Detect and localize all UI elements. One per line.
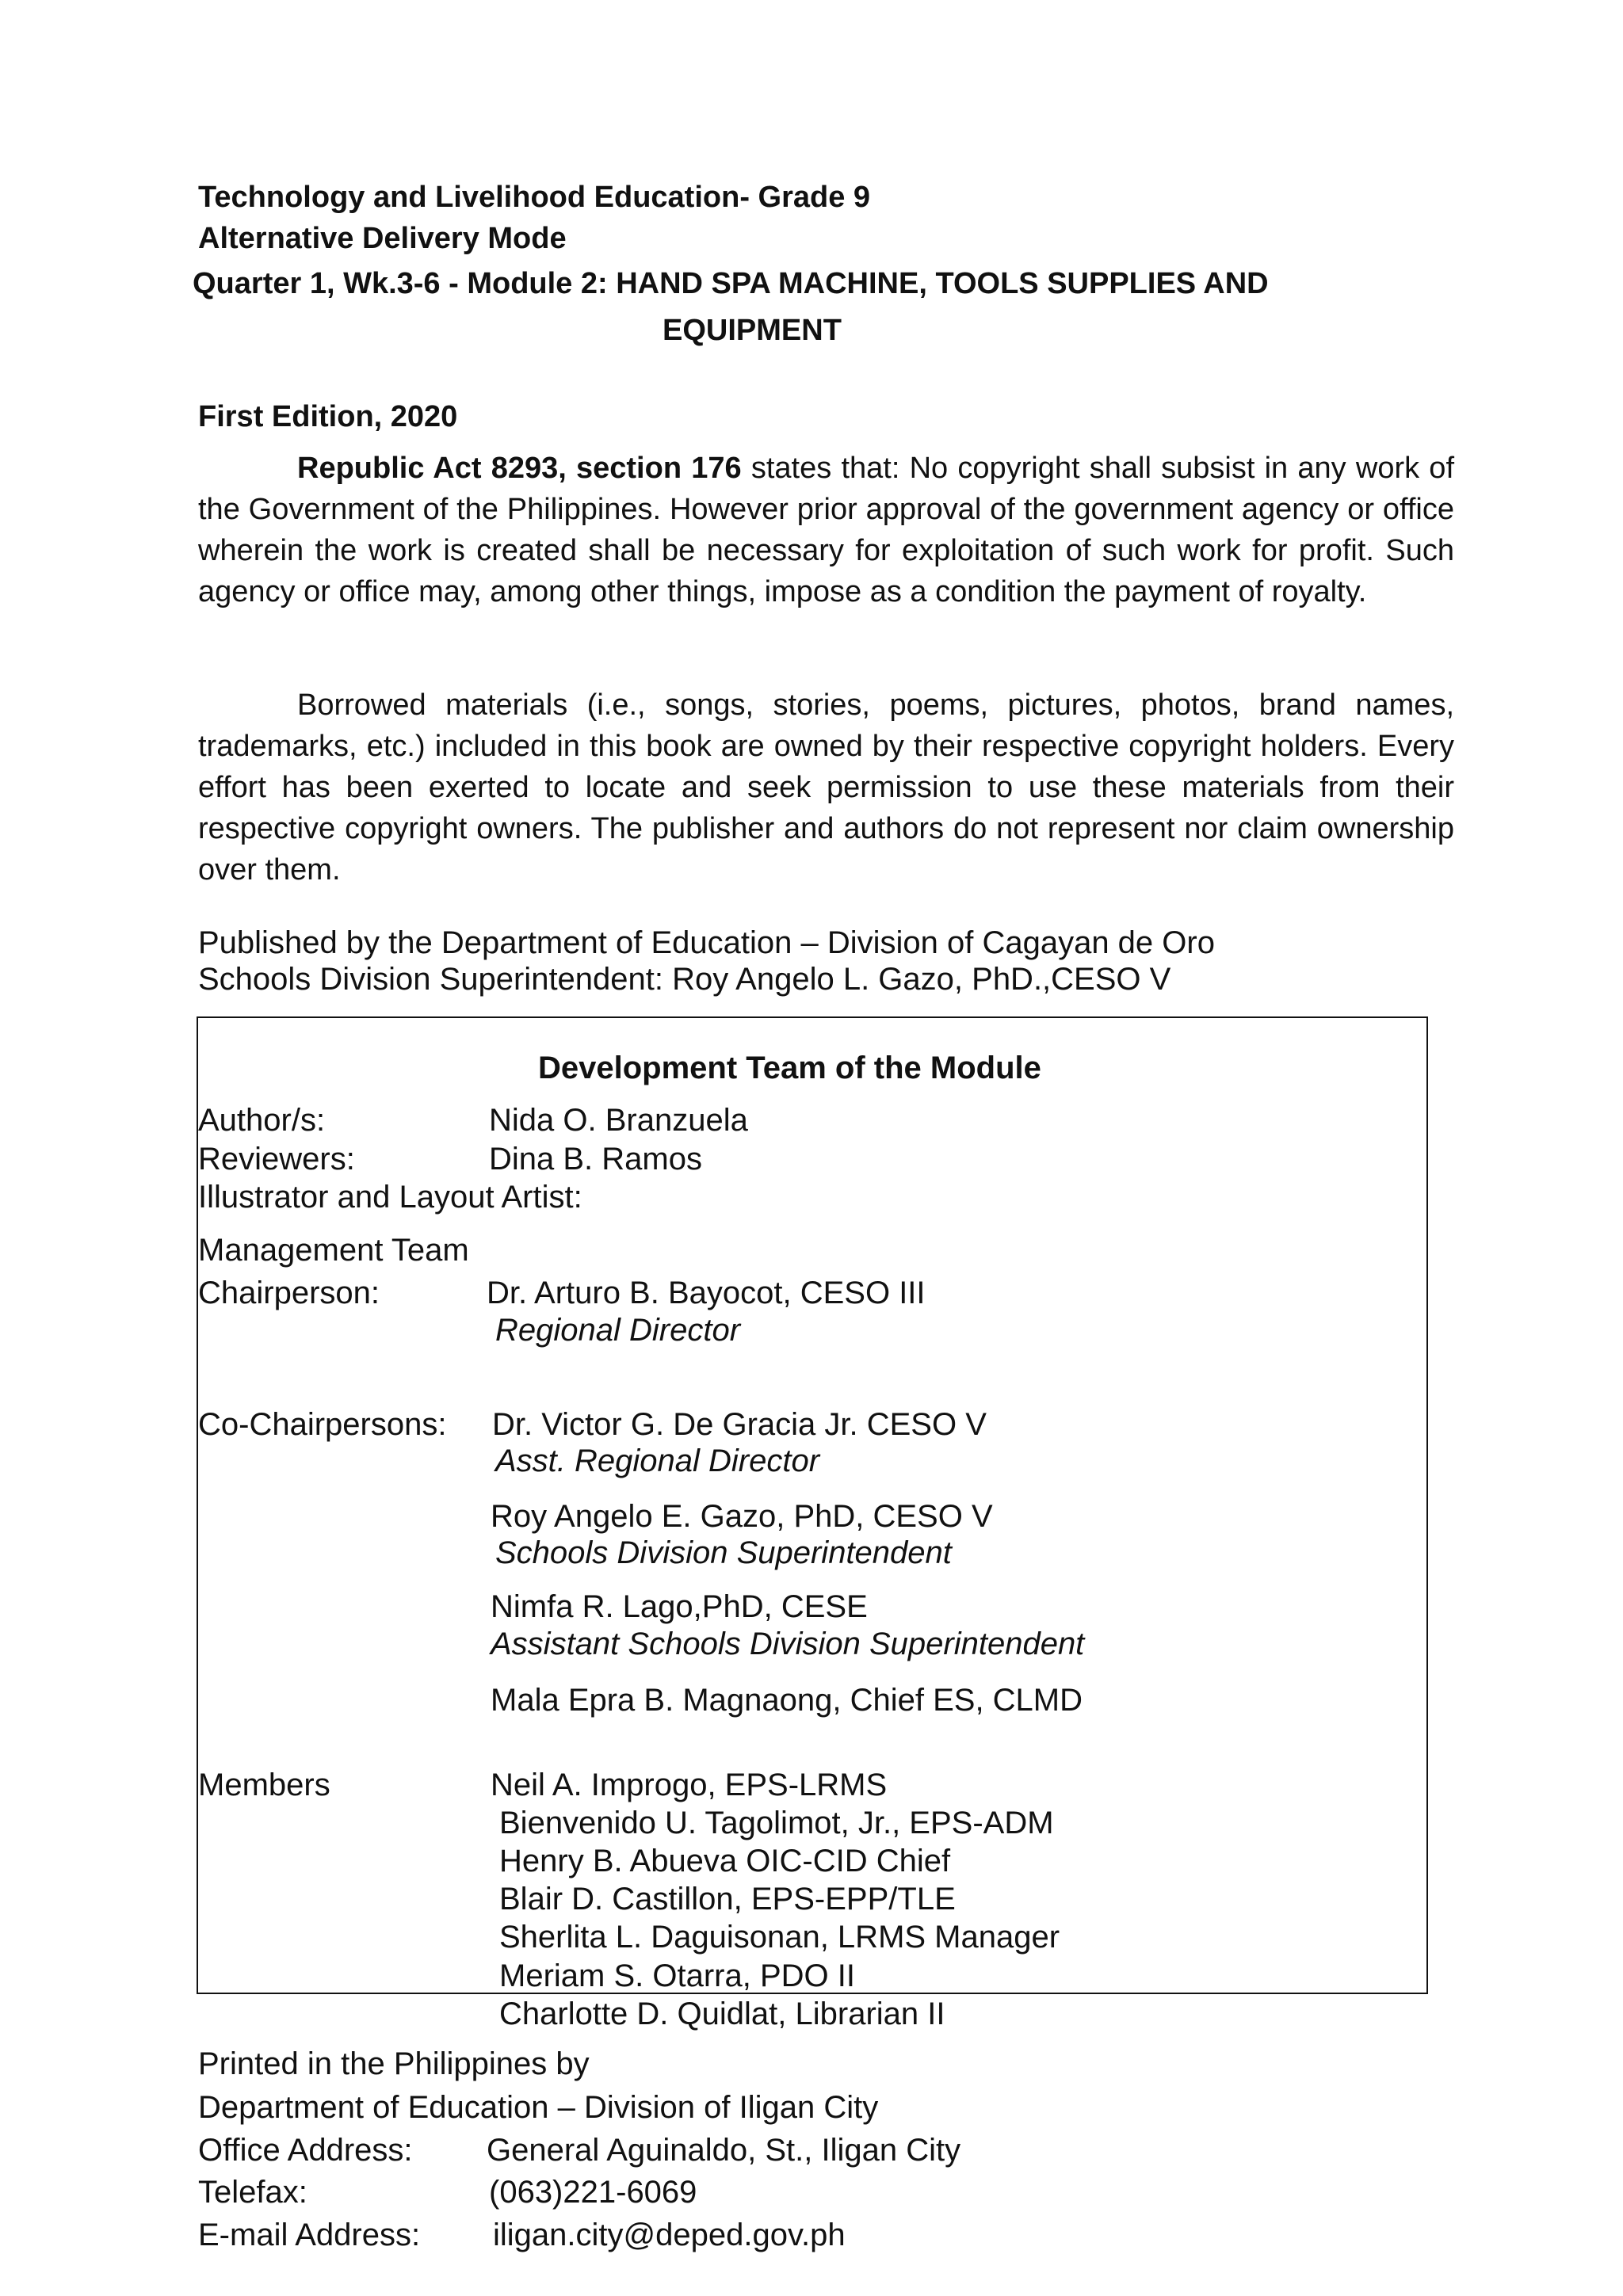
member-1: Neil A. Improgo, EPS-LRMS: [491, 1768, 888, 1802]
printed-line-1: Printed in the Philippines by: [198, 2046, 590, 2081]
management-label: Management Team: [198, 1233, 469, 1268]
illustrator-label: Illustrator and Layout Artist:: [198, 1180, 582, 1215]
member-5: Sherlita L. Daguisonan, LRMS Manager: [499, 1920, 1060, 1955]
members-label: Members: [198, 1768, 330, 1802]
borrowed-paragraph: Borrowed materials (i.e., songs, stories, poems, pictures, photos, brand names, trademarks, etc.) included in this book are owned by their respective copyright holders. Every effort has been exerted to locate and seek permission to use these materials from their respective copyright owners. The publisher and authors do not represent nor claim ownership over them.: [198, 688, 1454, 887]
cochair-name-1: Dr. Victor G. De Gracia Jr. CESO V: [492, 1407, 987, 1442]
member-4: Blair D. Castillon, EPS-EPP/TLE: [499, 1882, 956, 1917]
copyright-lead: Republic Act 8293, section 176: [297, 452, 742, 485]
header-line-1: Technology and Livelihood Education- Grade 9: [198, 181, 871, 214]
chair-title: Regional Director: [495, 1313, 741, 1348]
reviewers-name: Dina B. Ramos: [489, 1142, 702, 1177]
member-2: Bienvenido U. Tagolimot, Jr., EPS-ADM: [499, 1806, 1054, 1840]
header-line-3: Quarter 1, Wk.3-6 - Module 2: HAND SPA MACHINE, TOOLS SUPPLIES AND: [193, 267, 1269, 300]
office-label: Office Address:: [198, 2133, 413, 2168]
cochair-title-1: Asst. Regional Director: [495, 1444, 820, 1478]
cochair-name-2: Roy Angelo E. Gazo, PhD, CESO V: [491, 1499, 993, 1534]
office-address: General Aguinaldo, St., Iligan City: [487, 2133, 961, 2168]
chair-name: Dr. Arturo B. Bayocot, CESO III: [487, 1276, 926, 1310]
reviewers-label: Reviewers:: [198, 1142, 355, 1177]
email-label: E-mail Address:: [198, 2218, 421, 2252]
header-line-4: EQUIPMENT: [663, 314, 842, 347]
cochair-name-4: Mala Epra B. Magnaong, Chief ES, CLMD: [491, 1683, 1083, 1718]
telefax-label: Telefax:: [198, 2175, 307, 2210]
team-title: Development Team of the Module: [538, 1051, 1041, 1085]
header-line-2: Alternative Delivery Mode: [198, 222, 567, 255]
author-label: Author/s:: [198, 1103, 326, 1138]
member-7: Charlotte D. Quidlat, Librarian II: [499, 1997, 945, 2031]
chair-label: Chairperson:: [198, 1276, 380, 1310]
email-address: iligan.city@deped.gov.ph: [493, 2218, 846, 2252]
cochair-title-2: Schools Division Superintendent: [495, 1535, 952, 1570]
publisher-line-1: Published by the Department of Education – Division of Cagayan de Oro: [198, 925, 1215, 960]
cochair-title-3: Assistant Schools Division Superintendent: [491, 1627, 1085, 1661]
edition: First Edition, 2020: [198, 400, 458, 433]
cochair-name-3: Nimfa R. Lago,PhD, CESE: [491, 1589, 868, 1624]
copyright-paragraph: [198, 448, 1454, 612]
author-name: Nida O. Branzuela: [489, 1103, 748, 1138]
copyright-text: states that: No copyright shall subsist in any work of the Government of the Philippines. However prior approval of the government agency or office wherein the work is created shall be necessary for exploitation of such work for profit. Such agency or office may, among other things, impose as a condition the payment of royalty.: [198, 452, 1455, 608]
member-6: Meriam S. Otarra, PDO II: [499, 1958, 855, 1993]
telefax-number: (063)221-6069: [489, 2175, 697, 2210]
publisher-line-2: Schools Division Superintendent: Roy Angelo L. Gazo, PhD.,CESO V: [198, 962, 1171, 997]
printed-line-2: Department of Education – Division of Iligan City: [198, 2090, 879, 2125]
cochair-label: Co-Chairpersons:: [198, 1407, 447, 1442]
member-3: Henry B. Abueva OIC-CID Chief: [499, 1844, 951, 1878]
